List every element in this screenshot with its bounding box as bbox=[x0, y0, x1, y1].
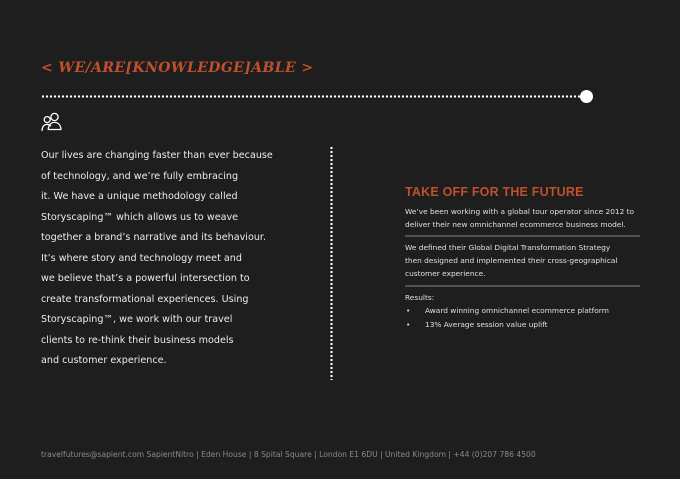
intro-line: clients to re-think their business models bbox=[41, 334, 234, 346]
dotted-separator bbox=[405, 285, 640, 287]
results-list bbox=[405, 304, 640, 331]
case-study-title: TAKE OFF FOR THE FUTURE bbox=[405, 185, 584, 199]
rule-end-dot bbox=[580, 90, 593, 103]
intro-line: It’s where story and technology meet and bbox=[41, 252, 242, 264]
intro-line: and customer experience. bbox=[41, 355, 167, 366]
dotted-separator bbox=[405, 235, 640, 237]
case-study-line: customer experience. bbox=[405, 268, 486, 278]
vertical-dotted-divider bbox=[330, 146, 333, 380]
bullet-icon: • bbox=[406, 306, 411, 316]
intro-line: we believe that’s a powerful intersection to bbox=[41, 273, 250, 284]
case-study-line: We defined their Global Digital Transformation Strategy bbox=[405, 243, 611, 253]
intro-line: Storyscaping™, we work with our travel bbox=[41, 314, 233, 325]
dotted-rule bbox=[41, 95, 581, 98]
case-study-line: We’ve been working with a global tour operator since 2012 to bbox=[405, 207, 635, 216]
case-study-line: then designed and implemented their cross-geographical bbox=[405, 256, 618, 266]
intro-line: of technology, and we’re fully embracing bbox=[41, 170, 239, 182]
page-heading: < WE/ARE[KNOWLEDGE]ABLE > bbox=[41, 60, 314, 76]
result-text: 13% Average session value uplift bbox=[425, 319, 548, 329]
people-icon bbox=[41, 112, 63, 132]
results-label: Results: bbox=[405, 292, 435, 302]
intro-line: together a brand’s narrative and its behaviour. bbox=[41, 232, 267, 243]
case-study-line: deliver their new omnichannel ecommerce business model. bbox=[405, 219, 626, 229]
intro-line: create transformational experiences. Using bbox=[41, 293, 249, 305]
intro-line: Our lives are changing faster than ever because bbox=[41, 150, 273, 161]
intro-line: it. We have a unique methodology called bbox=[41, 191, 238, 202]
bullet-icon: • bbox=[406, 319, 411, 329]
result-text: Award winning omnichannel ecommerce platform bbox=[425, 306, 609, 316]
intro-line: Storyscaping™ which allows us to weave bbox=[41, 211, 239, 223]
case-study bbox=[405, 185, 640, 331]
result-item bbox=[405, 318, 640, 332]
footer-contact: travelfutures@sapient.com SapientNitro | Eden House | 8 Spital Square | London E1 6DU | United Kingdom | +44 (0)207 786 4500 bbox=[41, 450, 536, 459]
intro-text bbox=[41, 146, 286, 372]
result-item bbox=[405, 304, 640, 318]
